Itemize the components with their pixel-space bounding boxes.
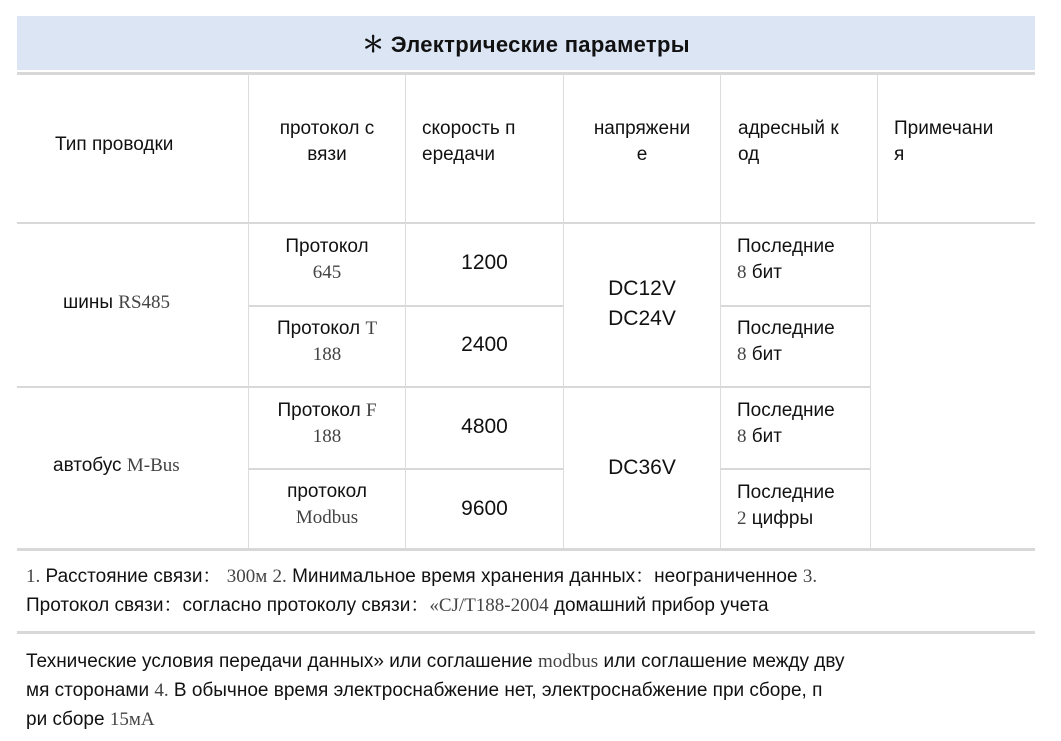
- column-divider: [405, 74, 406, 548]
- notes-divider: [17, 631, 1035, 634]
- table-bottom-border: [17, 548, 1035, 551]
- section-title: ＊ Электрические параметры: [17, 16, 1035, 70]
- table-top-border: [17, 72, 1035, 75]
- header-speed: скорость п ередачи: [422, 118, 516, 165]
- row-divider: [720, 468, 870, 470]
- protocol-cell: Протокол T 188: [276, 318, 378, 365]
- column-divider: [870, 224, 871, 548]
- protocol-cell: протокол Modbus: [287, 481, 367, 528]
- column-divider: [720, 74, 721, 548]
- address-cell: Последние 8 бит: [737, 236, 835, 283]
- protocol-cell: Протокол F 188: [277, 400, 377, 447]
- row-divider: [249, 468, 563, 470]
- voltage-mbus: DC36V: [608, 456, 676, 479]
- header-address: адресный к од: [738, 118, 839, 165]
- address-cell: Последние 8 бит: [737, 400, 835, 447]
- column-divider: [877, 74, 878, 224]
- row-divider: [720, 305, 870, 307]
- protocol-cell: Протокол 645: [285, 236, 369, 283]
- speed-value: 2400: [461, 333, 508, 356]
- notes-paragraph: 1. Расстояние связи： 300м 2. Минимальное время хранения данных：неограниченное 3. Протокол связи：согласно протоколу связи：«CJ/T188-2004 домашний прибор учета: [26, 566, 818, 616]
- group-divider: [17, 386, 870, 388]
- header-voltage: напряжени е: [593, 118, 691, 165]
- speed-value: 9600: [461, 497, 508, 520]
- speed-value: 1200: [461, 251, 508, 274]
- row-divider: [249, 305, 563, 307]
- notes-paragraph-2: Технические условия передачи данных» или соглашение modbus или соглашение между дву мя сторонами 4. В обычное время электроснабжение нет, электроснабжение при сборе, п ри сборе 15мА: [26, 651, 845, 730]
- wiring-type-rs485: шины RS485: [63, 292, 171, 313]
- header-notes: Примечани я: [894, 118, 994, 165]
- address-cell: Последние 8 бит: [737, 318, 835, 365]
- header-bottom-border: [17, 222, 1035, 224]
- speed-value: 4800: [461, 415, 508, 438]
- address-cell: Последние 2 цифры: [737, 482, 835, 529]
- voltage-rs485: DC12V DC24V: [608, 277, 676, 330]
- header-wiring-type: Тип проводки: [55, 134, 174, 155]
- header-protocol: протокол с вязи: [279, 118, 375, 165]
- wiring-type-mbus: автобус M-Bus: [53, 455, 180, 476]
